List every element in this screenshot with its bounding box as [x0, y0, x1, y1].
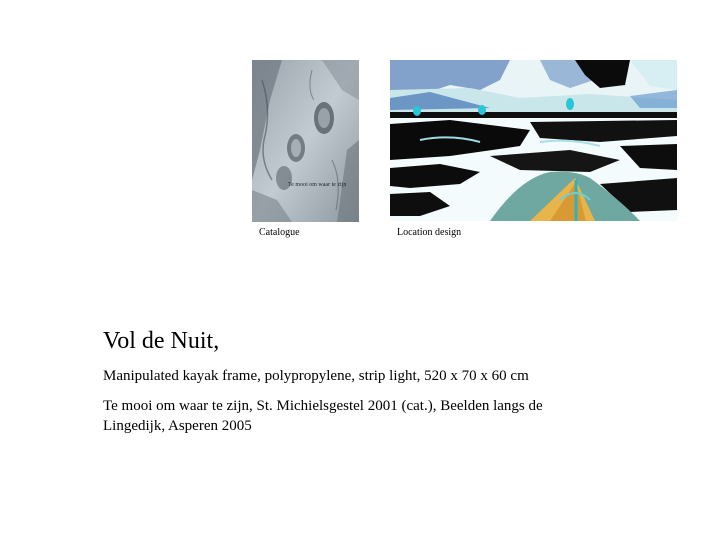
work-title: Vol de Nuit,: [103, 328, 220, 354]
location-design-image: [390, 60, 677, 221]
work-exhibitions: Te mooi om waar te zijn, St. Michielsgestel 2001 (cat.), Beelden langs de Lingedijk, Asperen 2005: [103, 398, 543, 434]
catalogue-caption: Catalogue: [259, 227, 300, 238]
catalogue-image: [252, 60, 359, 222]
catalogue-overlay-text: Te mooi om waar te zijn: [288, 182, 347, 188]
work-description: Manipulated kayak frame, polypropylene, strip light, 520 x 70 x 60 cm: [103, 368, 529, 384]
location-design-caption: Location design: [397, 227, 462, 238]
